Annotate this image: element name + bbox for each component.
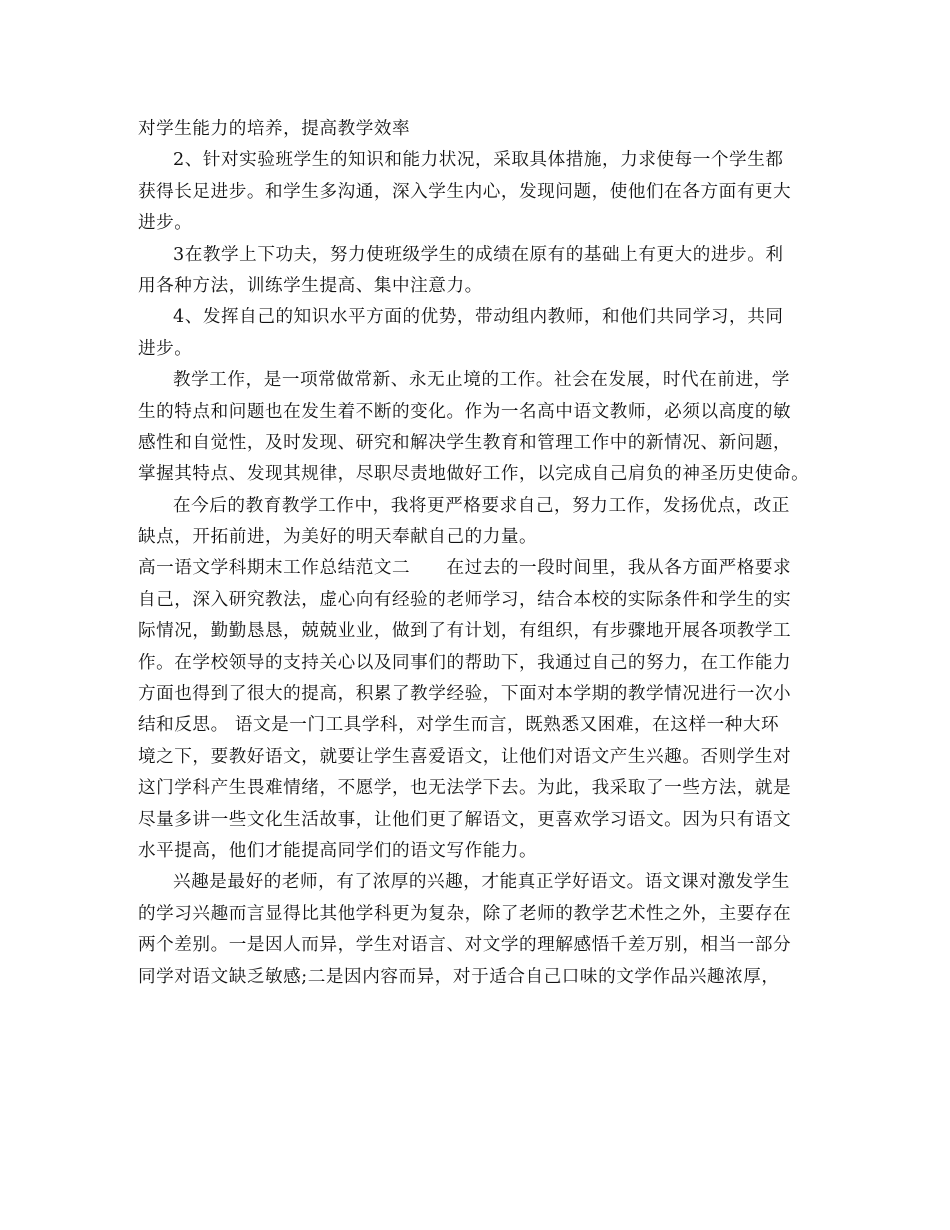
text-line: 掌握其特点、发现其规律，尽职尽责地做好工作，以完成自己肩负的神圣历史使命。 <box>138 464 810 485</box>
text-line: 进步。 <box>138 213 193 234</box>
text-line: 自己，深入研究教法，虚心向有经验的老师学习，结合本校的实际条件和学生的实 <box>138 589 792 610</box>
text-line: 在今后的教育教学工作中，我将更严格要求自己，努力工作，发扬优点，改正 <box>173 495 790 516</box>
text-line: 尽量多讲一些文化生活故事，让他们更了解语文，更喜欢学习语文。因为只有语文 <box>138 809 792 830</box>
text-line: 这门学科产生畏难情绪，不愿学，也无法学下去。为此，我采取了一些方法，就是 <box>138 778 792 799</box>
text-line: 生的特点和问题也在发生着不断的变化。作为一名高中语文教师，必须以高度的敏 <box>138 401 792 422</box>
text-line: 感性和自觉性，及时发现、研究和解决学生教育和管理工作中的新情况、新问题， <box>138 432 792 453</box>
text-line: 2、针对实验班学生的知识和能力状况，采取具体措施，力求使每一个学生都 <box>173 150 784 171</box>
text-line: 4、发挥自己的知识水平方面的优势，带动组内教师，和他们共同学习，共同 <box>173 307 784 328</box>
text-line: 方面也得到了很大的提高，积累了教学经验，下面对本学期的教学情况进行一次小 <box>138 684 792 705</box>
text-line: 同学对语文缺乏敏感;二是因内容而异，对于适合自己口味的文学作品兴趣浓厚， <box>138 966 780 987</box>
text-line: 3在教学上下功夫，努力使班级学生的成绩在原有的基础上有更大的进步。利 <box>173 244 784 265</box>
text-line: 用各种方法，训练学生提高、集中注意力。 <box>138 275 483 296</box>
section-heading-line: 高一语文学科期末工作总结范文二 在过去的一段时间里，我从各方面严格要求 <box>138 558 792 579</box>
document-body <box>138 114 812 993</box>
text-line: 际情况，勤勤恳恳，兢兢业业，做到了有计划，有组织，有步骤地开展各项教学工 <box>138 621 792 642</box>
text-line: 境之下，要教好语文，就要让学生喜爱语文，让他们对语文产生兴趣。否则学生对 <box>138 746 792 767</box>
text-line: 结和反思。 语文是一门工具学科，对学生而言，既熟悉又困难，在这样一种大环 <box>138 715 780 736</box>
text-line: 缺点，开拓前进，为美好的明天奉献自己的力量。 <box>138 527 538 548</box>
text-line: 获得长足进步。和学生多沟通，深入学生内心，发现问题，使他们在各方面有更大 <box>138 181 792 202</box>
text-line: 水平提高，他们才能提高同学们的语文写作能力。 <box>138 840 538 861</box>
text-line: 两个差别。一是因人而异，学生对语言、对文学的理解感悟千差万别，相当一部分 <box>138 935 792 956</box>
text-line: 进步。 <box>138 338 193 359</box>
text-line: 教学工作，是一项常做常新、永无止境的工作。社会在发展，时代在前进，学 <box>173 370 790 391</box>
text-line: 对学生能力的培养，提高教学效率 <box>138 119 411 139</box>
text-line: 的学习兴趣而言显得比其他学科更为复杂，除了老师的教学艺术性之外，主要存在 <box>138 903 792 924</box>
text-line: 兴趣是最好的老师，有了浓厚的兴趣，才能真正学好语文。语文课对激发学生 <box>173 872 790 893</box>
text-line: 作。在学校领导的支持关心以及同事们的帮助下，我通过自己的努力，在工作能力 <box>138 652 792 673</box>
